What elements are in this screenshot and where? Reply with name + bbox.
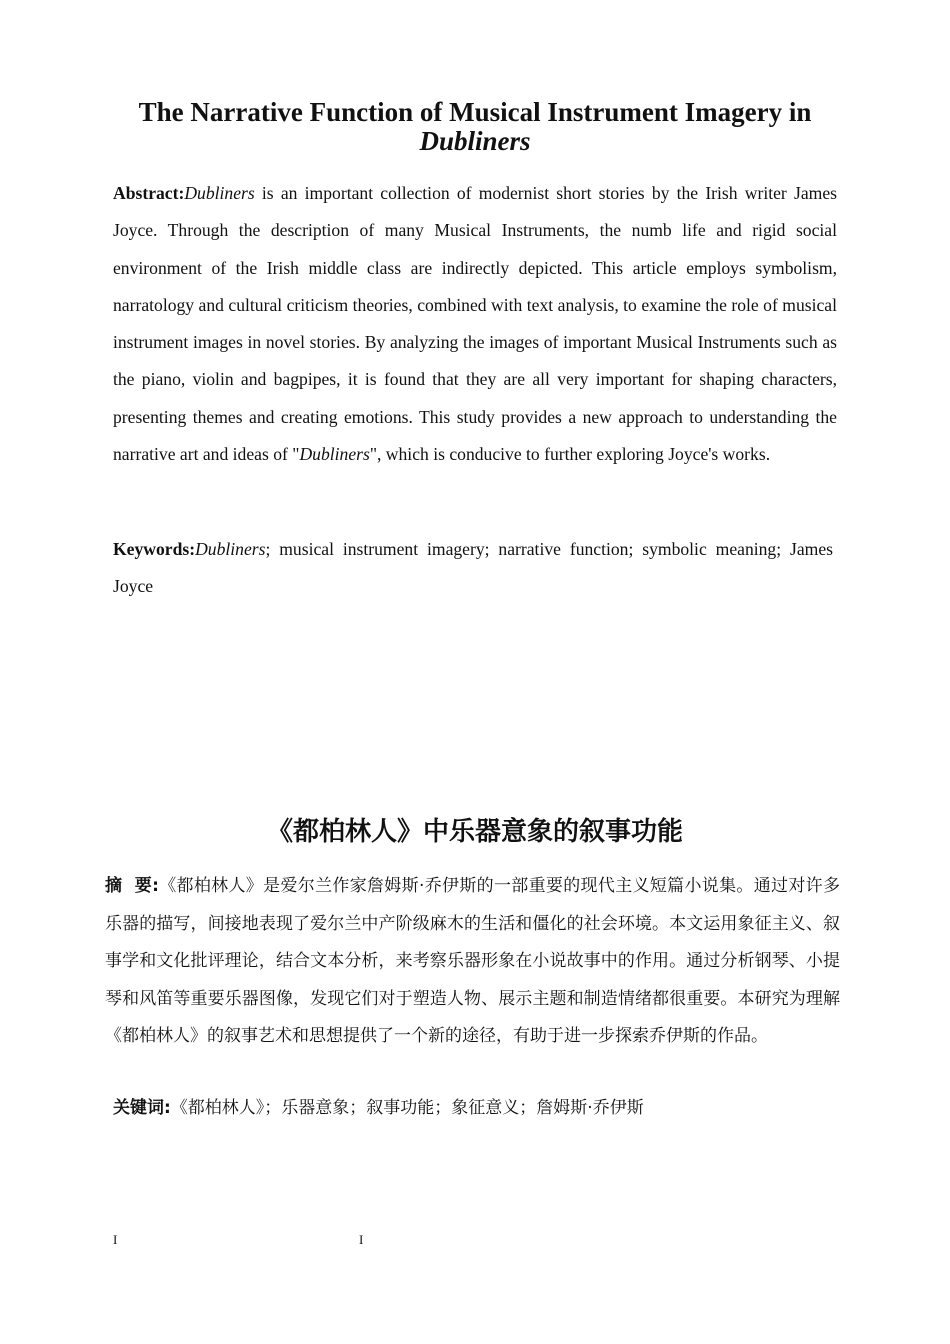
- chinese-title: 《都柏林人》中乐器意象的叙事功能: [266, 817, 683, 847]
- keywords-label: Keywords:: [113, 539, 196, 559]
- chinese-abstract-label: 摘 要:: [105, 876, 159, 896]
- english-keywords: [113, 531, 833, 605]
- chinese-abstract-text: 《都柏林人》是爱尔兰作家詹姆斯·乔伊斯的一部重要的现代主义短篇小说集。通过对许多乐器的描写，间接地表现了爱尔兰中产阶级麻木的生活和僵化的社会环境。本文运用象征主义、叙事学和文化批评理论，结合文本分析，来考察乐器形象在小说故事中的作用。通过分析钢琴、小提琴和风笛等重要乐器图像，发现它们对于塑造人物、展示主题和制造情绪都很重要。本研究为理解《都柏林人》的叙事艺术和思想提供了一个新的途径，有助于进一步探索乔伊斯的作品。: [105, 876, 840, 1047]
- abstract-text-part2: ", which is conducive to further exploring Joyce's works.: [369, 444, 771, 465]
- chinese-keywords-text: 《都柏林人》；乐器意象；叙事功能；象征意义；詹姆斯·乔伊斯: [170, 1098, 644, 1118]
- abstract-label: Abstract:: [113, 183, 185, 203]
- english-title-main: The Narrative Function of Musical Instrument Imagery in: [138, 97, 812, 127]
- english-title-italic: Dubliners: [419, 126, 531, 156]
- english-title: [100, 98, 850, 156]
- english-abstract: [113, 175, 837, 473]
- chinese-abstract: [105, 868, 840, 1056]
- keywords-text: ; musical instrument imagery; narrative function; symbolic meaning; James Joyce: [113, 539, 833, 596]
- abstract-italic-title-mid: Dubliners: [299, 444, 370, 465]
- page-number-left: I: [113, 1232, 118, 1247]
- keywords-italic-title: Dubliners: [195, 539, 266, 559]
- chinese-keywords: [113, 1090, 843, 1126]
- abstract-text-part1: is an important collection of modernist short stories by the Irish writer James Joyce. Through the description of many Musical Instruments, the numb life and rigid social environment of the Irish middle class are indirectly depicted. This article employs symbolism, narratology and cultural criticism theories, combined with text analysis, to examine the role of musical instrument images in novel stories. By analyzing the images of important Musical Instruments such as the piano, violin and bagpipes, it is found that they are all very important for shaping characters, presenting themes and creating emotions. This study provides a new approach to understanding the narrative art and ideas of ": [113, 183, 837, 465]
- page-number-mid: I: [359, 1232, 364, 1247]
- chinese-keywords-label: 关键词:: [113, 1098, 171, 1118]
- abstract-italic-title: Dubliners: [184, 183, 255, 203]
